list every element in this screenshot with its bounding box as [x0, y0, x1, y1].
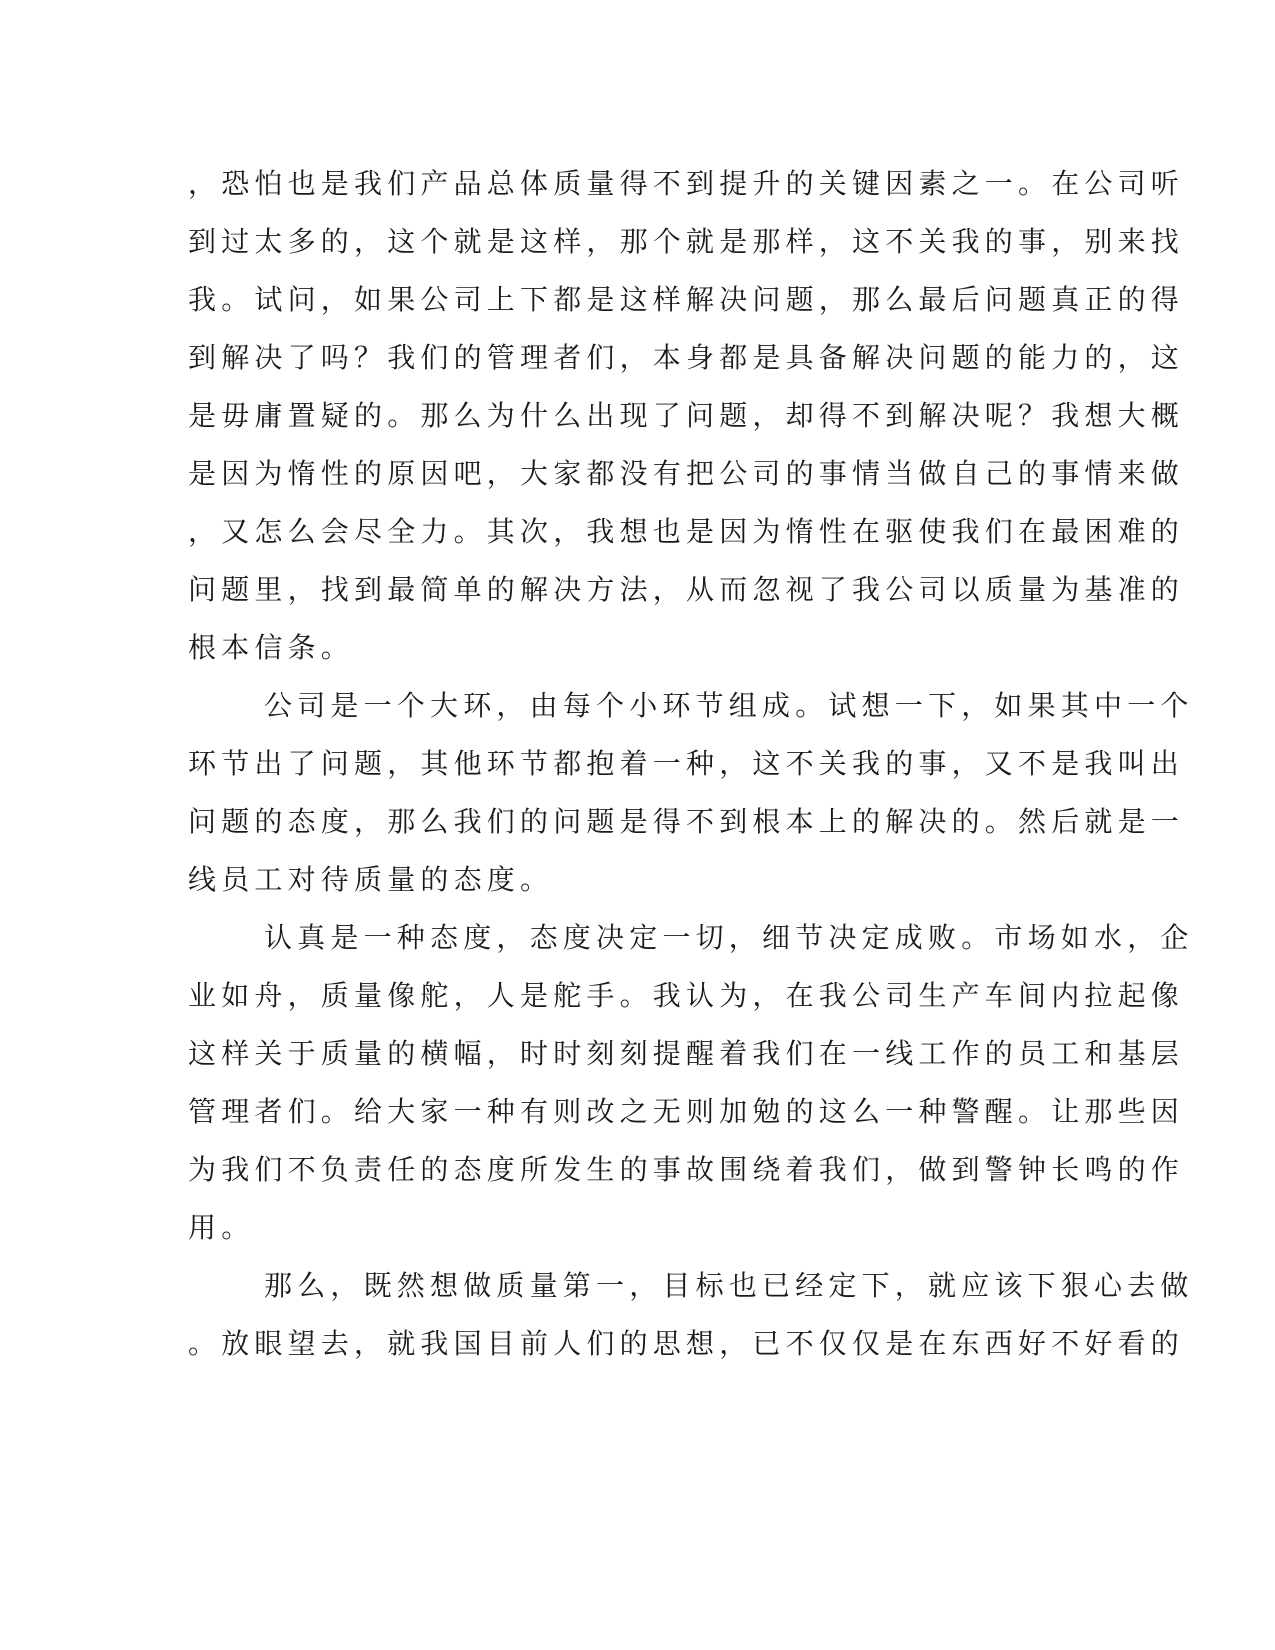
text-line: 认真是一种态度，态度决定一切，细节决定成败。市场如水，企: [264, 921, 1194, 954]
text-line: 业如舟，质量像舵，人是舵手。我认为，在我公司生产车间内拉起像: [188, 979, 1185, 1012]
text-line: 根本信条。: [188, 631, 355, 664]
text-line: 到解决了吗？我们的管理者们，本身都是具备解决问题的能力的，这: [188, 341, 1185, 374]
text-line: 是毋庸置疑的。那么为什么出现了问题，却得不到解决呢？我想大概: [188, 399, 1185, 432]
text-line: 环节出了问题，其他环节都抱着一种，这不关我的事，又不是我叫出: [188, 747, 1185, 780]
text-line: ，恐怕也是我们产品总体质量得不到提升的关键因素之一。在公司听: [188, 167, 1185, 200]
text-line: 线员工对待质量的态度。: [188, 863, 554, 896]
text-line: 我。试问，如果公司上下都是这样解决问题，那么最后问题真正的得: [188, 283, 1185, 316]
text-line: 这样关于质量的横幅，时时刻刻提醒着我们在一线工作的员工和基层: [188, 1037, 1185, 1070]
text-line: 问题里，找到最简单的解决方法，从而忽视了我公司以质量为基准的: [188, 573, 1185, 606]
text-line: 是因为惰性的原因吧，大家都没有把公司的事情当做自己的事情来做: [188, 457, 1185, 490]
text-line: 用。: [188, 1211, 255, 1244]
text-line: 。放眼望去，就我国目前人们的思想，已不仅仅是在东西好不好看的: [188, 1327, 1185, 1360]
text-line: 管理者们。给大家一种有则改之无则加勉的这么一种警醒。让那些因: [188, 1095, 1185, 1128]
text-line: 到过太多的，这个就是这样，那个就是那样，这不关我的事，别来找: [188, 225, 1185, 258]
text-line: ，又怎么会尽全力。其次，我想也是因为惰性在驱使我们在最困难的: [188, 515, 1185, 548]
text-line: 那么，既然想做质量第一，目标也已经定下，就应该下狠心去做: [264, 1269, 1194, 1302]
text-line: 问题的态度，那么我们的问题是得不到根本上的解决的。然后就是一: [188, 805, 1185, 838]
text-line: 为我们不负责任的态度所发生的事故围绕着我们，做到警钟长鸣的作: [188, 1153, 1185, 1186]
text-line: 公司是一个大环，由每个小环节组成。试想一下，如果其中一个: [264, 689, 1194, 722]
